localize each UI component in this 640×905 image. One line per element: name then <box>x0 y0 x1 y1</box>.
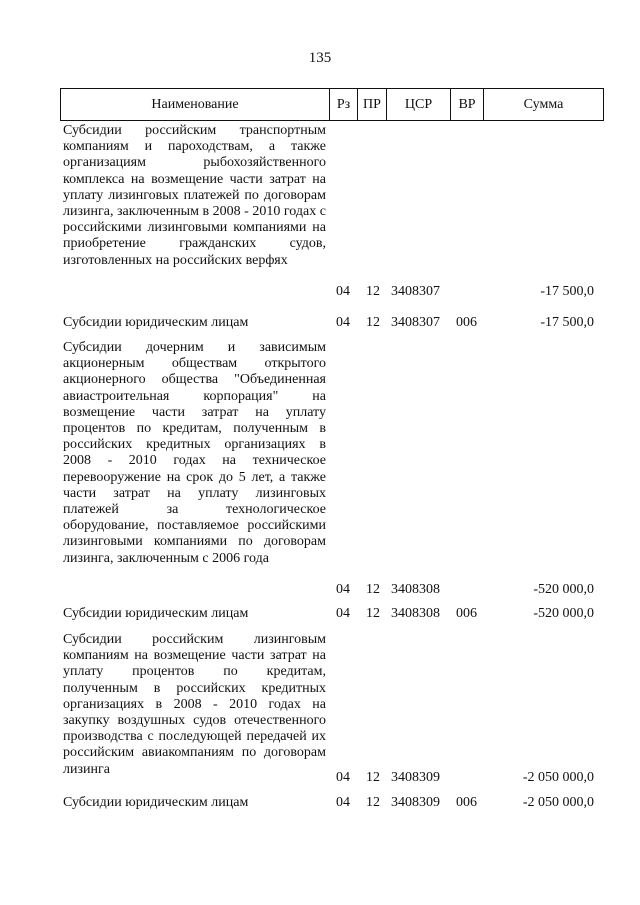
row-csr: 3408308 <box>391 606 440 621</box>
row-csr: 3408309 <box>391 795 440 810</box>
header-pr: ПР <box>357 89 386 120</box>
header-vr: ВР <box>450 89 483 120</box>
table-row <box>60 632 604 787</box>
table-row <box>60 123 604 303</box>
header-rz: Рз <box>329 89 357 120</box>
page-number: 135 <box>308 50 332 66</box>
table-row <box>60 795 604 815</box>
row-rz: 04 <box>336 795 350 810</box>
row-pr: 12 <box>366 606 380 621</box>
row-rz: 04 <box>336 315 350 330</box>
header-name: Наименование <box>151 97 239 112</box>
row-name: Субсидии юридическим лицам <box>63 795 249 810</box>
row-pr: 12 <box>366 284 380 299</box>
table-row <box>60 315 604 335</box>
row-sum: -17 500,0 <box>540 315 594 330</box>
row-name: Субсидии юридическим лицам <box>63 315 249 330</box>
row-name: Субсидии российским лизинговым компаниям на возмещение части затрат на уплату процентов по кредитам, полученным в российских кредитных организациях в 2008 - 2010 годах на закупку воздушных судов отечественного производства с последующей передачей их российским авиакомпаниям по договорам лизинга <box>63 632 326 777</box>
row-vr: 006 <box>456 606 477 621</box>
table-row <box>60 606 604 626</box>
row-pr: 12 <box>366 795 380 810</box>
row-rz: 04 <box>336 284 350 299</box>
row-pr: 12 <box>366 582 380 597</box>
row-sum: -2 050 000,0 <box>522 770 594 785</box>
header-sum: Сумма <box>483 89 603 120</box>
row-name: Субсидии дочерним и зависимым акционерным обществам открытого акционерного общества "Объединенная авиастроительная корпорация" на возмещение части затрат на уплату процентов по кредитам, полученным в российских кредитных организациях в 2008 - 2010 годах на техническое перевооружение на срок до 5 лет, а также части затрат на уплату лизинговых платежей за технологическое оборудование, поставляемое российскими лизинговыми компаниями по договорам лизинга, заключенным с 2006 года <box>63 340 326 566</box>
row-csr: 3408309 <box>391 770 440 785</box>
row-sum: -520 000,0 <box>533 606 594 621</box>
row-sum: -2 050 000,0 <box>522 795 594 810</box>
row-name: Субсидии юридическим лицам <box>63 606 249 621</box>
row-csr: 3408308 <box>391 582 440 597</box>
row-name: Субсидии российским транспортным компаниям и пароходствам, а также организациям рыбохозяйственного комплекса на возмещение части затрат на уплату лизинговых платежей по договорам лизинга, заключенным в 2008 - 2010 годах с российскими лизинговыми компаниями на приобретение гражданских судов, изготовленных на российских верфях <box>63 123 326 268</box>
row-rz: 04 <box>336 770 350 785</box>
header-csr: ЦСР <box>386 89 450 120</box>
row-rz: 04 <box>336 606 350 621</box>
row-sum: -17 500,0 <box>540 284 594 299</box>
table-header <box>60 88 604 121</box>
row-pr: 12 <box>366 315 380 330</box>
row-vr: 006 <box>456 795 477 810</box>
row-csr: 3408307 <box>391 284 440 299</box>
row-vr: 006 <box>456 315 477 330</box>
row-rz: 04 <box>336 582 350 597</box>
row-csr: 3408307 <box>391 315 440 330</box>
row-sum: -520 000,0 <box>533 582 594 597</box>
row-pr: 12 <box>366 770 380 785</box>
table-row <box>60 340 604 600</box>
